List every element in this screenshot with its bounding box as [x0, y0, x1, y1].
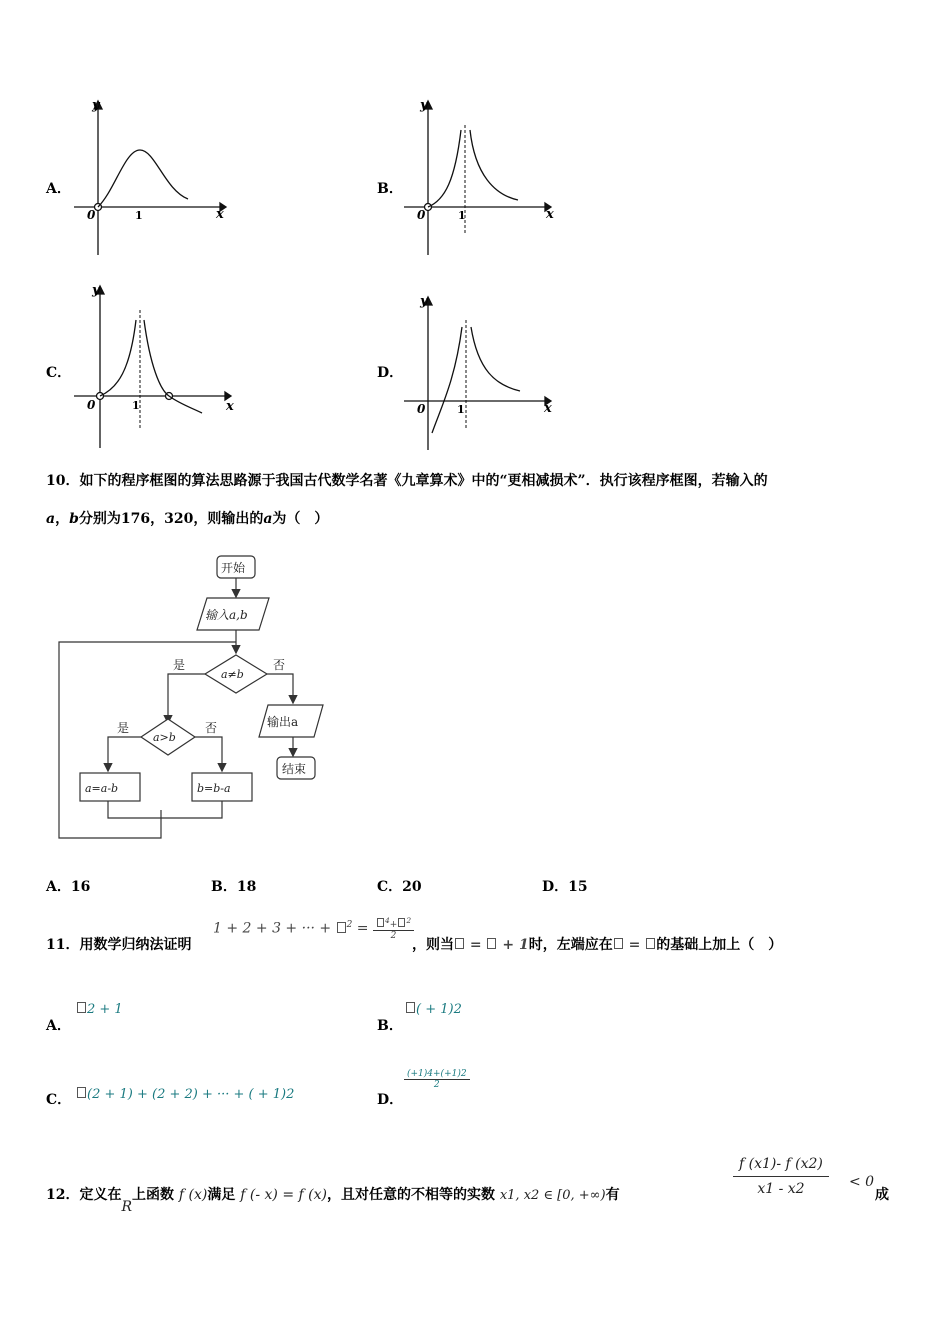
svg-text:否: 否 [205, 721, 218, 735]
svg-text:否: 否 [273, 658, 286, 672]
q11-stem-rest: ，则当 = + 1时，左端应在 = 的基础上加上（ ） [412, 937, 783, 953]
option-d-label: D． [377, 365, 404, 381]
svg-text:输入a,b: 输入a,b [205, 608, 248, 622]
q11-option-c-expr: (2 + 1) + (2 + 2) + ··· + ( + 1)2 [76, 1087, 294, 1102]
q10-stem-line2: a，b分别为176，320，则输出的a为（ ） [46, 511, 329, 527]
svg-text:y: y [92, 283, 100, 298]
q11-prefix: 11．用数学归纳法证明 [46, 937, 192, 953]
x-label: x [216, 207, 224, 222]
svg-text:a≠b: a≠b [221, 668, 244, 681]
option-b-label: B． [377, 181, 403, 197]
svg-text:x: x [546, 207, 554, 222]
q12-fraction: $\frac{f (x1)- f (x2)}{x1 - x2}$ [733, 1156, 829, 1197]
svg-text:x: x [226, 399, 234, 414]
svg-text:b=b-a: b=b-a [197, 782, 231, 795]
q10-option-b: B．18 [211, 879, 257, 895]
svg-text:a>b: a>b [153, 731, 176, 744]
graph-b [400, 95, 560, 260]
tick-label: 1 [135, 209, 143, 222]
origin-label: 0 [87, 208, 96, 222]
q10-stem-line1: 10．如下的程序框图的算法思路源于我国古代数学名著《九章算术》中的“更相减损术”．执行该程序框图，若输入的 [46, 473, 768, 489]
q11-option-b-label: B． [377, 1018, 403, 1034]
svg-text:a=a-b: a=a-b [85, 782, 119, 795]
svg-text:开始: 开始 [221, 561, 246, 575]
graph-c [70, 280, 245, 455]
svg-text:y: y [420, 98, 428, 113]
q11-formula: 1 + 2 + 3 + ··· + $^2$ = $\frac{^4+ ^2}{2}$ [213, 916, 414, 941]
q11-option-a-expr: 2 + 1 [76, 1002, 123, 1017]
svg-text:1: 1 [457, 403, 465, 416]
q11-option-d-expr: $\frac{(+1)4+(+1)2}{2}$ [404, 1069, 470, 1090]
svg-text:1: 1 [132, 399, 140, 412]
y-label: y [92, 98, 100, 113]
svg-text:是: 是 [117, 721, 130, 735]
q10-option-c: C．20 [377, 879, 422, 895]
q11-option-d-label: D． [377, 1092, 404, 1108]
q10-option-d: D．15 [542, 879, 588, 895]
curve [98, 150, 188, 207]
q10-option-a: A．16 [46, 879, 91, 895]
q11-option-a-label: A． [46, 1018, 71, 1034]
flowchart [55, 552, 340, 844]
svg-text:0: 0 [417, 208, 426, 222]
q12-suffix: 成 [875, 1187, 889, 1203]
svg-text:0: 0 [87, 398, 96, 412]
svg-text:输出a: 输出a [267, 715, 299, 729]
option-a-label: A． [46, 181, 71, 197]
graph-d [400, 285, 565, 455]
q12-stem: 12．定义在R上函数 f (x)满足 f (- x) = f (x)，且对任意的不相等的实数 x1, x2 ∈ [0, +∞)有 [46, 1187, 620, 1215]
q11-option-b-expr: ( + 1)2 [405, 1002, 462, 1017]
q12-inequality: < 0 [849, 1174, 875, 1190]
svg-text:结束: 结束 [282, 762, 307, 776]
svg-text:1: 1 [458, 209, 466, 222]
svg-text:0: 0 [417, 402, 426, 416]
svg-text:是: 是 [173, 658, 186, 672]
q11-option-c-label: C． [46, 1092, 72, 1108]
graph-a [70, 95, 230, 260]
svg-text:y: y [420, 294, 428, 309]
svg-text:x: x [544, 401, 552, 416]
option-c-label: C． [46, 365, 72, 381]
